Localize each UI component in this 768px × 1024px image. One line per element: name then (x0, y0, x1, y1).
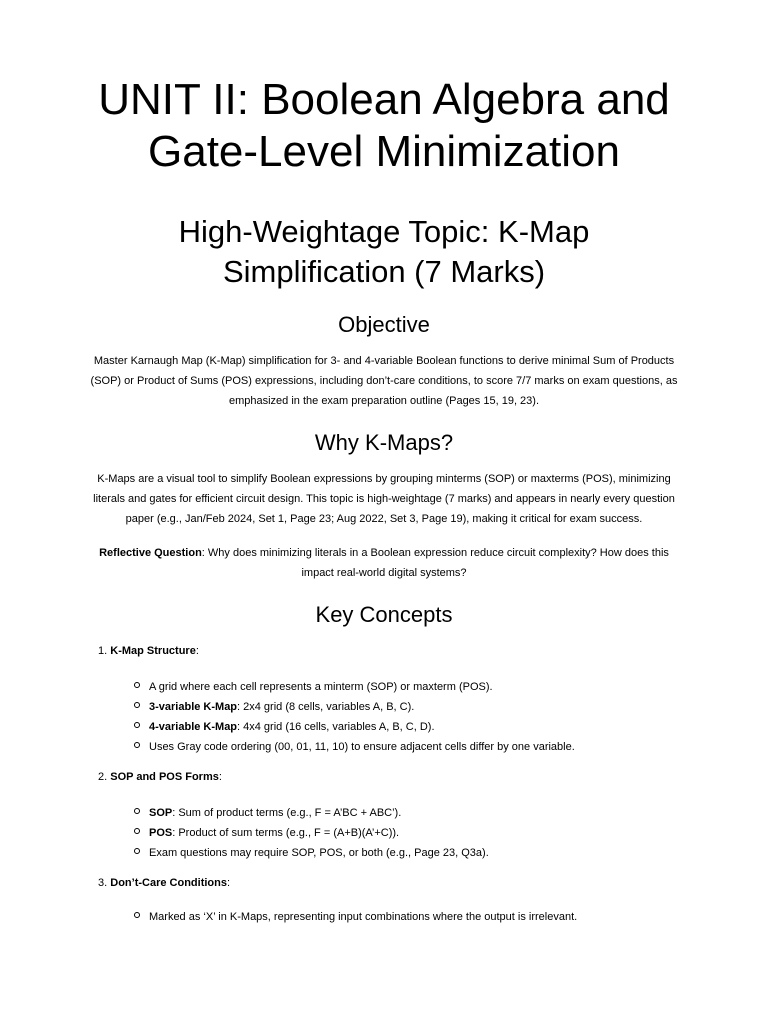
bullet-bold: SOP (149, 807, 173, 819)
bullet-text: : Sum of product terms (e.g., F = A’BC + ABC’). (172, 807, 402, 819)
item-number: 2. (98, 771, 108, 783)
reflective-line-2: impact real-world digital systems? (301, 567, 467, 579)
why-line-1: K-Maps are a visual tool to simplify Boolean expressions by grouping minterms (SOP) or maxterms (POS), minimizing (97, 473, 671, 485)
why-line-2: literals and gates for efficient circuit design. This topic is high-weightage (7 marks) and appears in nearly every question (93, 493, 675, 505)
list-item (134, 680, 493, 694)
bullet-text: Exam questions may require SOP, POS, or both (e.g., Page 23, Q3a). (149, 847, 489, 859)
item-label: SOP and POS Forms (110, 771, 219, 783)
bullet-text: : 4x4 grid (16 cells, variables A, B, C, D). (237, 721, 435, 733)
list-item (134, 910, 577, 924)
reflective-line-1 (60, 543, 708, 563)
why-line-3: paper (e.g., Jan/Feb 2024, Set 1, Page 23; Aug 2022, Set 3, Page 19), making it critical for exam success. (125, 513, 643, 525)
list-item (134, 720, 435, 734)
list-item (134, 740, 575, 754)
page-title-line-1: UNIT II: Boolean Algebra and (98, 75, 670, 124)
list-item (134, 846, 489, 860)
bullet-circle-icon (134, 682, 140, 688)
item-label: Don’t-Care Conditions (110, 877, 227, 889)
list-item (134, 826, 399, 840)
bullet-text: : Product of sum terms (e.g., F = (A+B)(A’+C)). (172, 827, 400, 839)
objective-line-3: emphasized in the exam preparation outline (Pages 15, 19, 23). (228, 395, 540, 407)
bullet-text: Uses Gray code ordering (00, 01, 11, 10) to ensure adjacent cells differ by one variable. (149, 741, 575, 753)
objective-line-1: Master Karnaugh Map (K-Map) simplification for 3- and 4-variable Boolean functions to derive minimal Sum of Products (93, 355, 675, 367)
concept-item-kmap-structure (98, 644, 199, 658)
objective-line-2: (SOP) or Product of Sums (POS) expressions, including don’t-care conditions, to score 7/7 marks on exam questions, as (90, 375, 678, 387)
why-kmaps-heading: Why K-Maps? (314, 430, 454, 455)
item-number: 3. (98, 877, 108, 889)
bullet-circle-icon (134, 912, 140, 918)
bullet-circle-icon (134, 702, 140, 708)
bullet-circle-icon (134, 848, 140, 854)
bullet-text: Marked as ‘X’ in K-Maps, representing input combinations where the output is irrelevant. (149, 911, 578, 923)
topic-subtitle-line-1: High-Weightage Topic: K-Map (178, 214, 590, 249)
reflective-text: : Why does minimizing literals in a Boolean expression reduce circuit complexity? How does this (201, 547, 669, 559)
page-title-line-2: Gate-Level Minimization (148, 127, 620, 176)
topic-subtitle (0, 212, 768, 292)
bullet-text: : 2x4 grid (8 cells, variables A, B, C). (237, 701, 415, 713)
bullet-circle-icon (134, 808, 140, 814)
reflective-question (60, 543, 708, 583)
reflective-label: Reflective Question (99, 547, 202, 559)
topic-subtitle-line-2: Simplification (7 Marks) (222, 254, 546, 289)
item-label: K-Map Structure (110, 645, 196, 657)
bullet-bold: POS (149, 827, 173, 839)
objective-paragraph (60, 351, 708, 411)
bullet-circle-icon (134, 742, 140, 748)
why-kmaps-paragraph (60, 469, 708, 529)
item-suffix: : (226, 877, 231, 889)
concept-item-sop-pos (98, 770, 222, 784)
page-title (0, 74, 768, 178)
concept-item-dont-care (98, 876, 230, 890)
bullet-circle-icon (134, 828, 140, 834)
bullet-bold: 4-variable K-Map (149, 721, 238, 733)
item-number: 1. (98, 645, 108, 657)
bullet-text: A grid where each cell represents a minterm (SOP) or maxterm (POS). (149, 681, 493, 693)
key-concepts-heading: Key Concepts (315, 602, 453, 627)
list-item (134, 700, 414, 714)
objective-heading: Objective (338, 312, 430, 337)
item-suffix: : (195, 645, 199, 657)
item-suffix: : (218, 771, 222, 783)
bullet-bold: 3-variable K-Map (149, 701, 238, 713)
list-item (134, 806, 401, 820)
bullet-circle-icon (134, 722, 140, 728)
